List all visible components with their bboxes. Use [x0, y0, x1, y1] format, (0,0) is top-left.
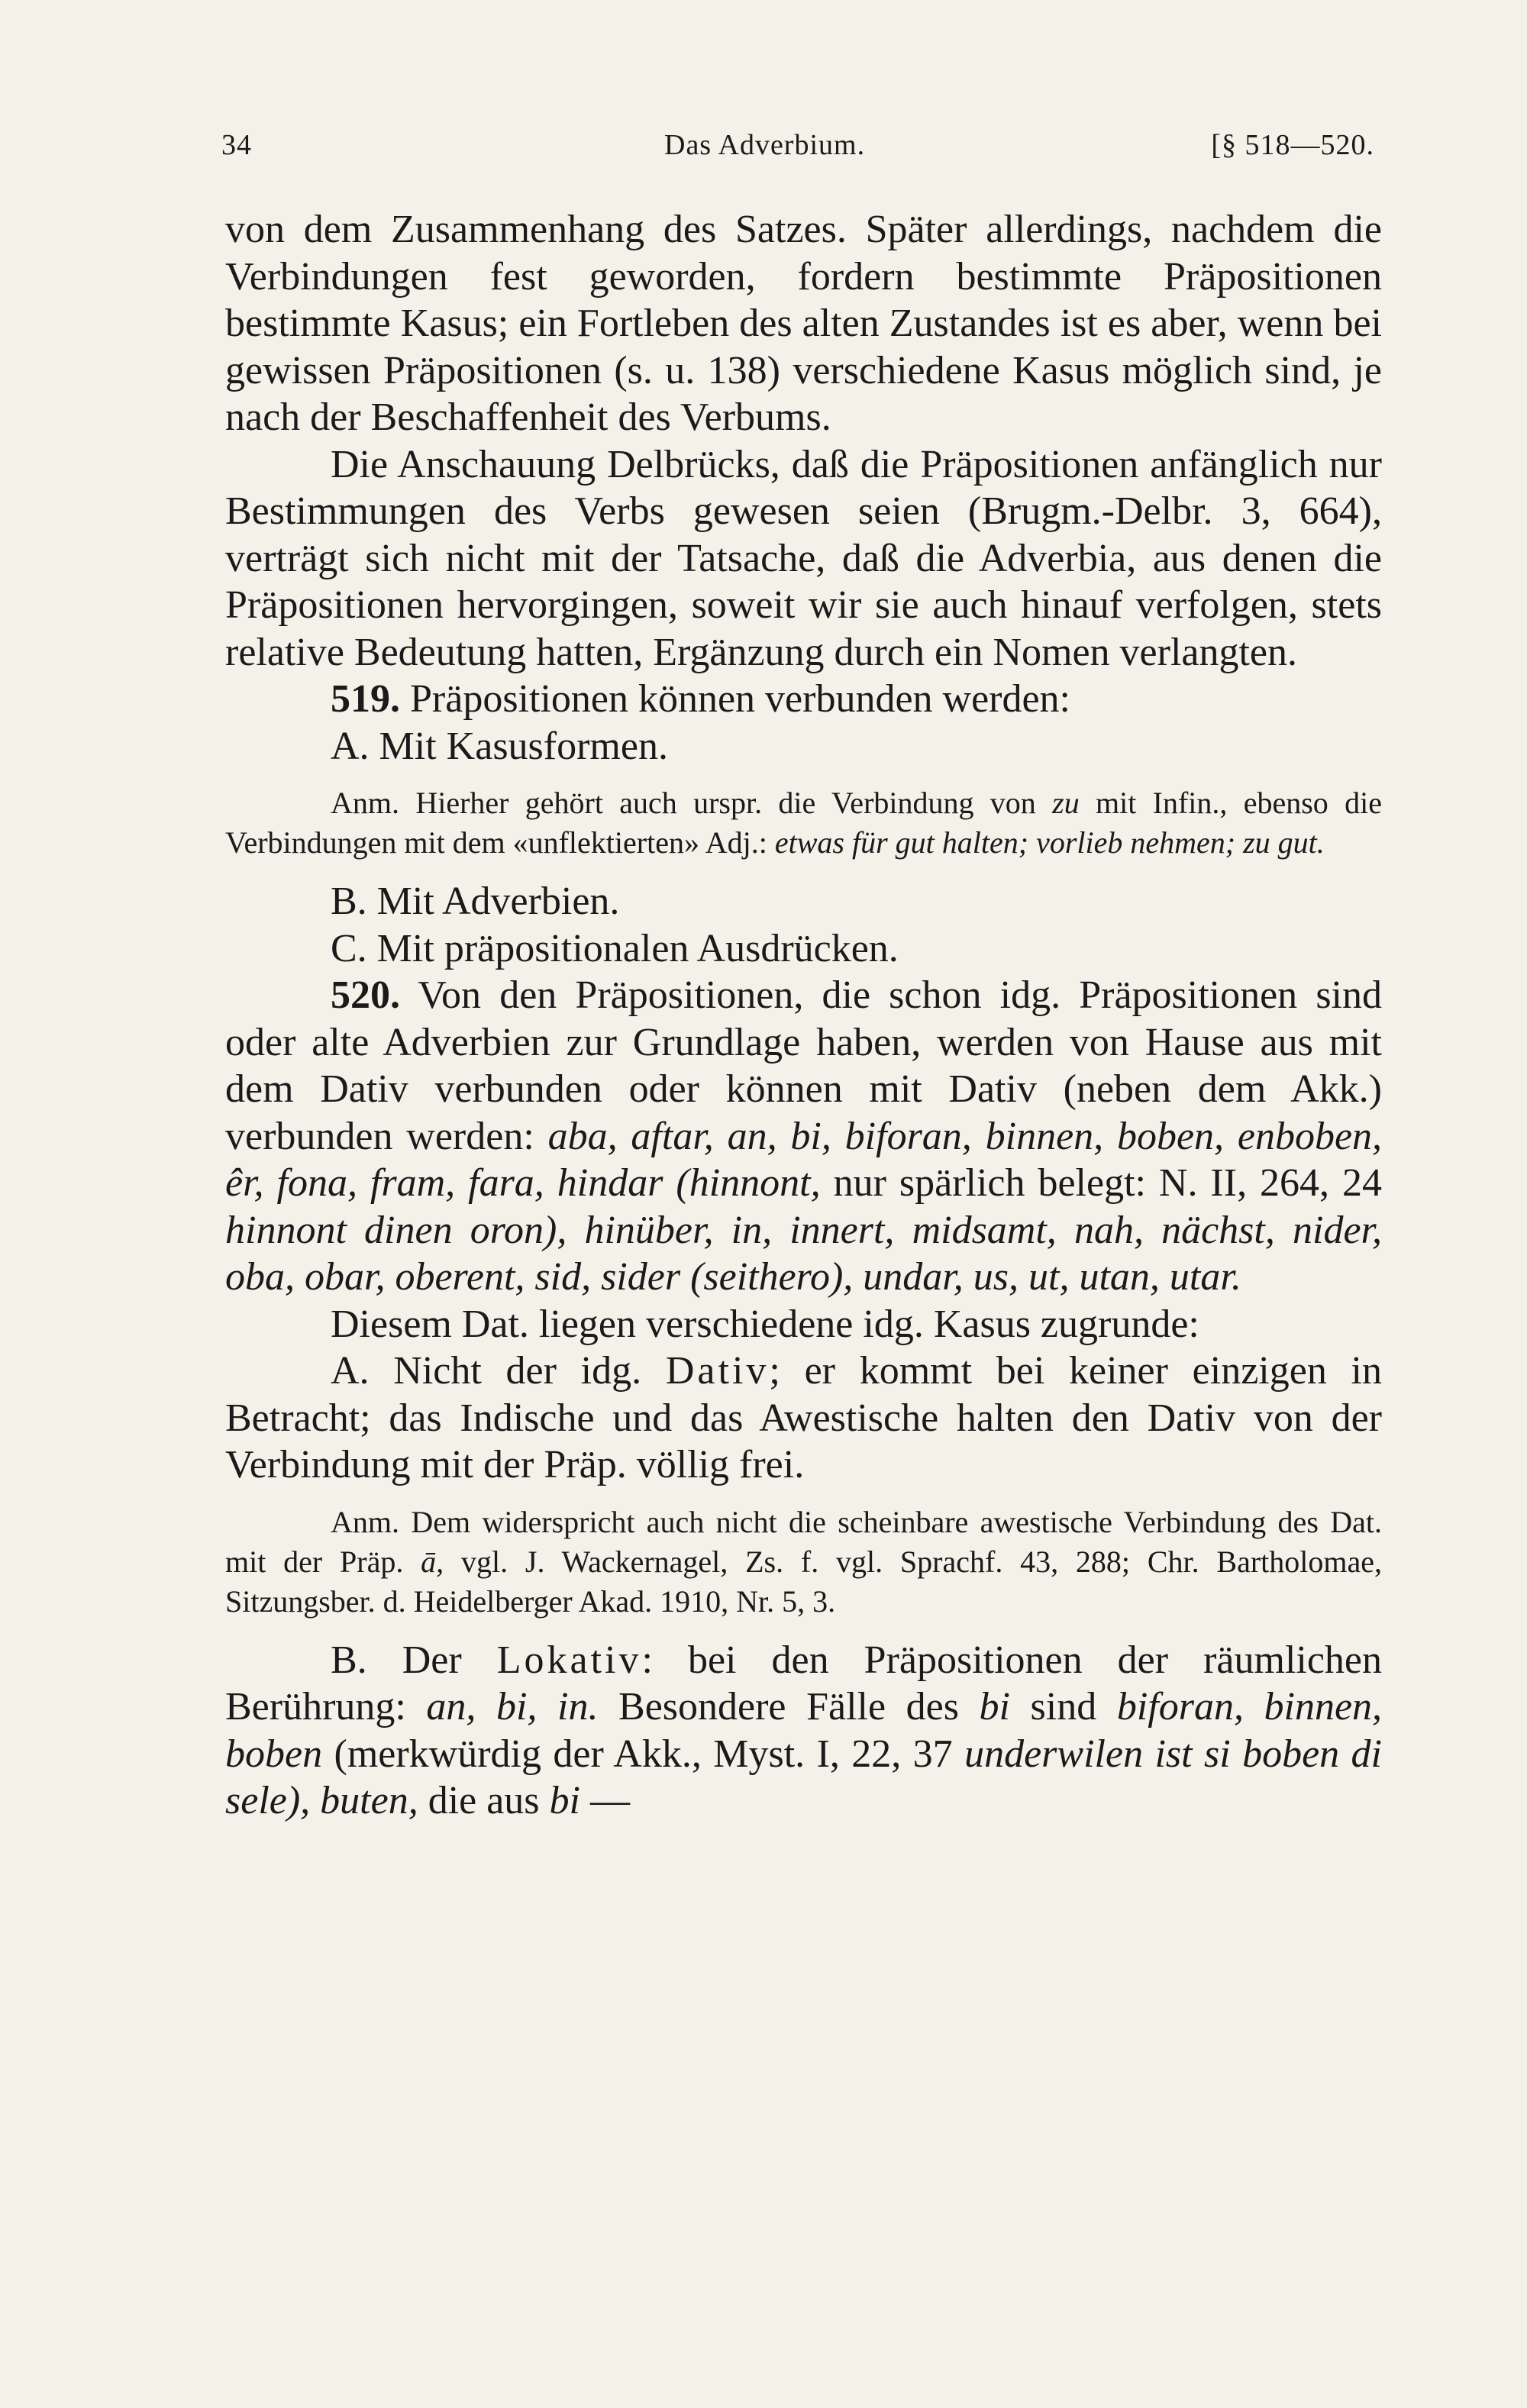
section-range: [§ 518—520. [1211, 129, 1374, 161]
item-b-rest: : bei den Präpositionen der räumlichen Berührung: [225, 1638, 1383, 1729]
note-label: Anm. [331, 1504, 399, 1539]
section-520-item-b [225, 1637, 1382, 1825]
item-b-rest: die aus [428, 1779, 540, 1822]
item-b-words: biforan, binnen, boben [225, 1685, 1383, 1776]
item-b-word-buten: buten, [320, 1779, 418, 1822]
section-520-intro: Von den Präpositionen, die schon idg. Präpositionen sind oder alte Adverbien zur Grundlage haben, werden von Hause aus mit dem Dativ verbunden oder können mit Dativ (neben dem Akk.) verbunden werden: [225, 973, 1382, 1158]
item-b-dash: — [590, 1779, 630, 1822]
item-b-word-bi: bi [979, 1685, 1010, 1729]
item-b-rest: (merkwürdig der Akk., Myst. I, 22, 37 [334, 1732, 953, 1776]
section-519-heading [225, 676, 1382, 723]
item-b-word-bi: bi [549, 1779, 580, 1822]
section-520-item-a [225, 1348, 1382, 1489]
item-b-prefix: B. Der [331, 1638, 462, 1682]
section-number-519: 519. [331, 677, 400, 721]
dative-intro: Diesem Dat. liegen verschiedene idg. Kasus zugrunde: [331, 1302, 1199, 1346]
paragraph-delbrueck: Die Anschauung Delbrücks, daß die Präpositionen anfänglich nur Bestimmungen des Verbs gewesen seien (Brugm.-Delbr. 3, 664), verträgt sich nicht mit der Tatsache, daß die Adverbia, aus denen die Präpositionen hervorgingen, soweit wir sie auch hinauf verfolgen, stets relative Bedeutung hatten, Ergänzung durch ein Nomen verlangten. [225, 442, 1382, 674]
note-text: Hierher gehört auch urspr. die Verbindung von [415, 786, 1036, 820]
note-word-a: ā, [421, 1544, 444, 1579]
section-519-item-a: A. Mit Kasusformen. [331, 724, 668, 768]
item-b-rest: sind [1030, 1685, 1097, 1729]
running-header [221, 128, 1374, 174]
word-list-note: nur spärlich belegt: N. II, 264, 24 [833, 1161, 1382, 1205]
item-a-spaced: Dativ [665, 1349, 770, 1393]
note-text: mit Infin., ebenso die Verbindungen mit dem «unflektierten» Adj.: [225, 786, 1382, 860]
item-b-rest: Besondere Fälle des [618, 1685, 959, 1729]
section-519-item-c: C. Mit präpositionalen Ausdrücken. [331, 926, 899, 970]
item-a-rest: ; er kommt bei keiner einzigen in Betracht; das Indische und das Awestische halten den Dativ von der Verbindung mit der Präp. völlig frei. [225, 1349, 1382, 1486]
section-number-520: 520. [331, 973, 400, 1017]
note-text: vgl. J. Wackernagel, Zs. f. vgl. Sprachf. 43, 288; Chr. Bartholomae, Sitzungsber. d. Heidelberger Akad. 1910, Nr. 5, 3. [225, 1544, 1383, 1619]
section-519-text: Präpositionen können verbunden werden: [410, 677, 1071, 721]
page-body [225, 206, 1382, 1825]
note-examples: etwas für gut halten; vorlieb nehmen; zu gut. [774, 825, 1325, 860]
item-a-prefix: A. Nicht der idg. [331, 1349, 642, 1393]
section-519-item-b: B. Mit Adverbien. [331, 880, 620, 923]
section-520-paragraph [225, 972, 1382, 1301]
item-b-spaced: Lokativ [496, 1638, 642, 1682]
note-text: Dem widerspricht auch nicht die scheinbare awestische Verbindung des Dat. mit der Präp. [225, 1504, 1382, 1579]
section-519-note [225, 783, 1382, 863]
note-word-zu: zu [1052, 786, 1080, 820]
note-label: Anm. [331, 786, 399, 820]
word-list-1: aba, aftar, an, bi, biforan, binnen, boben, enboben, êr, fona, fram, fara, hindar (hinnont, [225, 1114, 1383, 1205]
item-b-quote: underwilen ist si boben di sele), [225, 1732, 1383, 1822]
page-number: 34 [221, 129, 252, 161]
item-b-words: an, bi, in. [426, 1685, 599, 1729]
paragraph-continuation: von dem Zusammenhang des Satzes. Später allerdings, nachdem die Verbindungen fest geworden, fordern bestimmte Präpositionen bestimmte Kasus; ein Fortleben des alten Zustandes ist es aber, wenn bei gewissen Präpositionen (s. u. 138) verschiedene Kasus möglich sind, je nach der Beschaffenheit des Verbums. [225, 208, 1382, 439]
section-520-note [225, 1503, 1382, 1622]
running-title: Das Adverbium. [664, 129, 866, 161]
word-list-2: hinnont dinen oron), hinüber, in, innert, midsamt, nah, nächst, nider, oba, obar, oberent, sid, sider (seithero), undar, us, ut, utan, utar. [225, 1208, 1382, 1299]
